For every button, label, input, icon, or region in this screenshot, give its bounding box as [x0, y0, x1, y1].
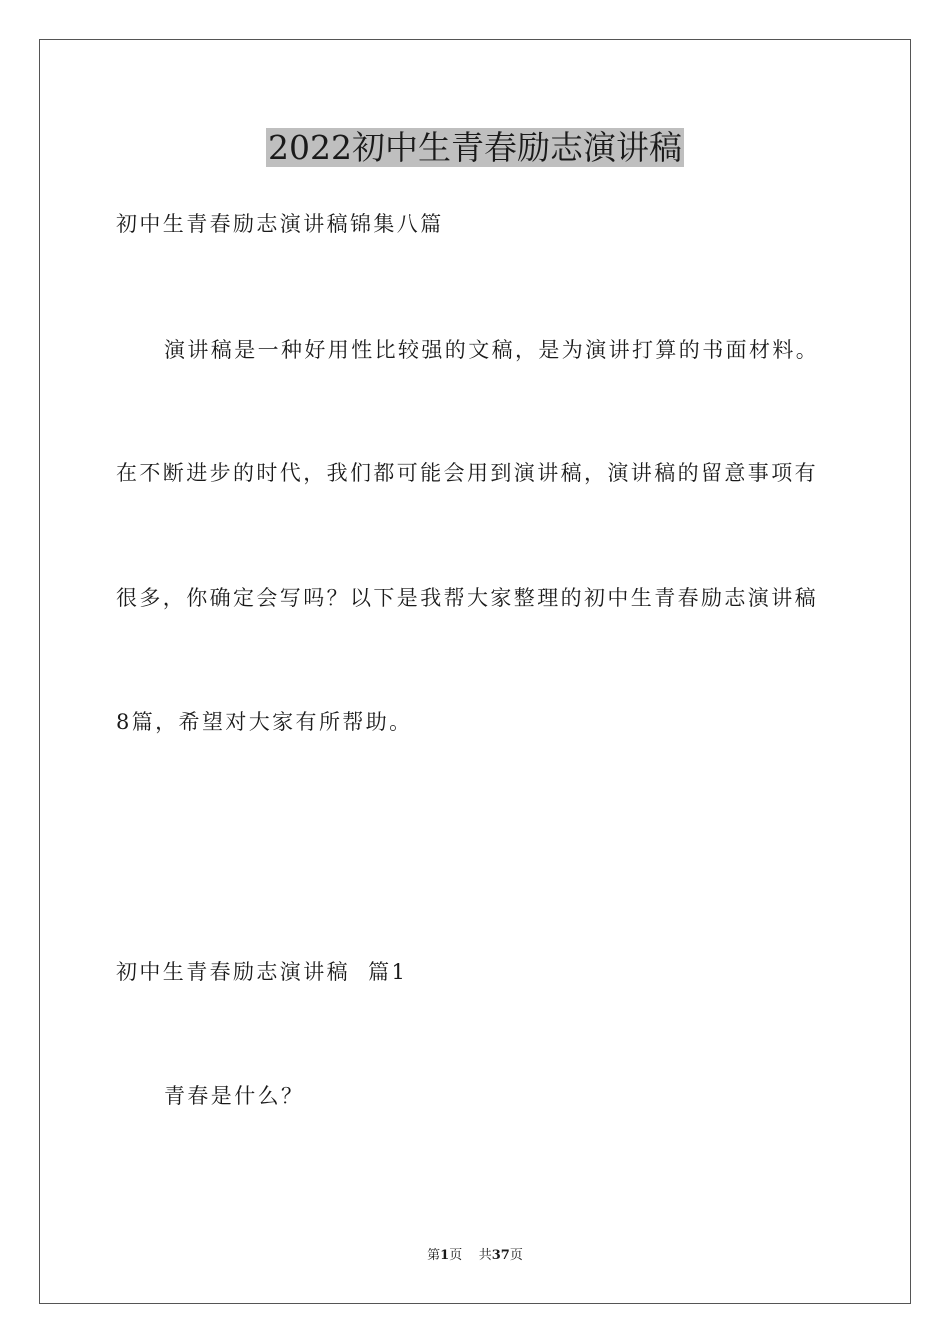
footer-middle: 页 共 [449, 1248, 492, 1263]
document-title-text: 2022初中生青春励志演讲稿 [268, 128, 682, 167]
intro-line-2: 在不断进步的时代，我们都可能会用到演讲稿，演讲稿的留意事项有 [116, 461, 818, 485]
footer-prefix: 第 [427, 1248, 441, 1263]
footer-total-pages: 37 [491, 1248, 510, 1263]
intro-line-4: 8篇，希望对大家有所帮助。 [116, 710, 413, 734]
section-heading: 初中生青春励志演讲稿 篇1 [116, 960, 408, 984]
intro-line-1: 演讲稿是一种好用性比较强的文稿，是为演讲打算的书面材料。 [164, 338, 820, 362]
document-title [0, 126, 950, 170]
intro-line-3: 很多，你确定会写吗？以下是我帮大家整理的初中生青春励志演讲稿 [116, 586, 818, 610]
page-footer [0, 1247, 950, 1265]
footer-current-page: 1 [440, 1248, 450, 1263]
section-first-line: 青春是什么？ [164, 1084, 305, 1108]
document-subtitle: 初中生青春励志演讲稿锦集八篇 [116, 212, 444, 236]
footer-suffix: 页 [509, 1248, 523, 1263]
